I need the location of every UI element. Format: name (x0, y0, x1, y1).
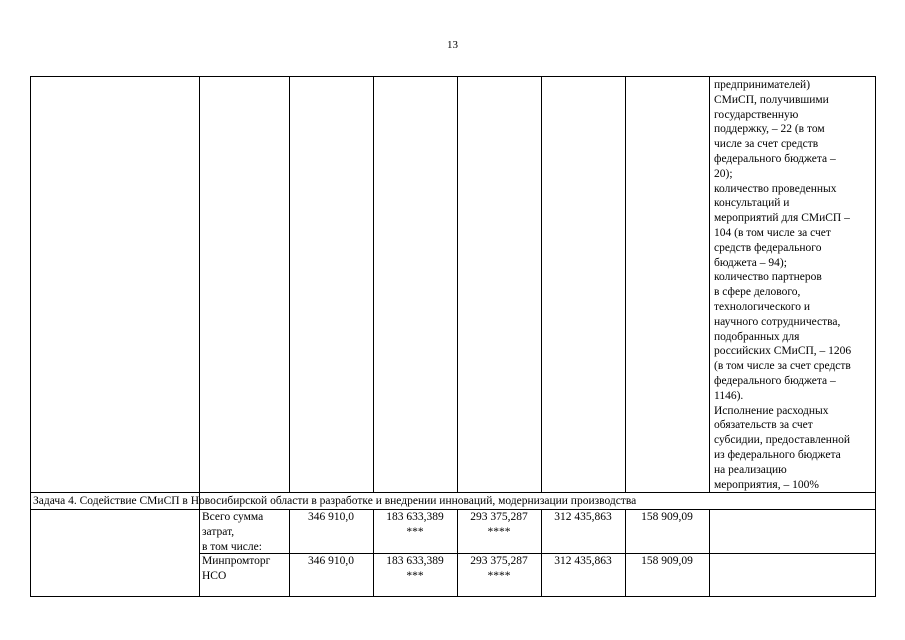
amount-cell: 312 435,863 (554, 511, 612, 523)
page-number: 13 (447, 39, 458, 51)
indicator-line: государственную (714, 108, 799, 121)
indicator-line: российских СМиСП, – 1206 (714, 345, 852, 358)
indicator-line: средств федерального (714, 241, 822, 254)
amount-value: 293 375,287 (470, 511, 528, 523)
indicator-line: технологического и (714, 300, 811, 313)
funding-source-line: затрат, (202, 525, 235, 538)
indicator-line: Исполнение расходных (714, 404, 829, 417)
task-4-title: Задача 4. Содействие СМиСП в Новосибирской области в разработке и внедрении инноваций, модернизации производства (33, 495, 637, 507)
indicator-line: количество проведенных (714, 182, 837, 195)
indicator-line: мероприятия, – 100% (714, 478, 819, 491)
funding-source-line: в том числе: (202, 540, 262, 553)
indicator-line: числе за счет средств (714, 138, 819, 151)
amount-cell: 346 910,0 (308, 511, 354, 523)
indicator-line: (в том числе за счет средств (714, 360, 851, 373)
column-divider (457, 76, 458, 492)
funding-source-line: Всего сумма (202, 511, 264, 523)
funding-source-line: Минпромторг (202, 555, 271, 567)
column-divider (289, 76, 290, 492)
column-divider (625, 76, 626, 492)
funding-source-line: НСО (202, 569, 227, 582)
indicator-line: научного сотрудничества, (714, 315, 841, 328)
indicator-line: количество партнеров (714, 271, 822, 284)
amount-cell (373, 510, 457, 540)
amount-value: 293 375,287 (470, 555, 528, 567)
indicator-line: федерального бюджета – (714, 374, 836, 387)
indicator-line: поддержку, – 22 (в том (714, 123, 825, 136)
indicators-cell (714, 78, 874, 492)
amount-value: 183 633,389 (386, 511, 444, 523)
indicator-line: мероприятий для СМиСП – (714, 212, 850, 225)
amount-cell: 158 909,09 (641, 555, 693, 567)
amount-value: 183 633,389 (386, 555, 444, 567)
funding-source-label (202, 554, 270, 584)
indicator-line: 104 (в том числе за счет (714, 226, 831, 239)
footnote-mark: *** (406, 525, 424, 538)
indicator-line: в сфере делового, (714, 286, 801, 299)
indicator-line: СМиСП, получившими (714, 93, 829, 106)
footnote-mark: *** (406, 569, 424, 582)
indicator-line: подобранных для (714, 330, 800, 343)
amount-cell: 312 435,863 (554, 555, 612, 567)
amount-cell (373, 554, 457, 584)
indicator-line: на реализацию (714, 463, 787, 476)
indicator-line: 1146). (714, 389, 744, 402)
column-divider (541, 76, 542, 492)
funding-source-label (202, 510, 263, 554)
amount-cell: 158 909,09 (641, 511, 693, 523)
column-divider (373, 76, 374, 492)
amount-cell (457, 554, 541, 584)
indicator-line: из федерального бюджета (714, 448, 841, 461)
indicator-line: федерального бюджета – (714, 152, 836, 165)
amount-cell: 346 910,0 (308, 555, 354, 567)
footnote-mark: **** (487, 525, 511, 538)
indicator-line: 20); (714, 167, 733, 180)
column-divider (709, 76, 710, 492)
indicator-line: обязательств за счет (714, 419, 813, 432)
indicator-line: субсидии, предоставленной (714, 434, 851, 447)
indicator-line: консультаций и (714, 197, 790, 210)
column-divider (199, 76, 200, 597)
amount-cell (457, 510, 541, 540)
indicator-line: предпринимателей) (714, 79, 811, 91)
indicator-line: бюджета – 94); (714, 256, 787, 269)
footnote-mark: **** (487, 569, 511, 582)
